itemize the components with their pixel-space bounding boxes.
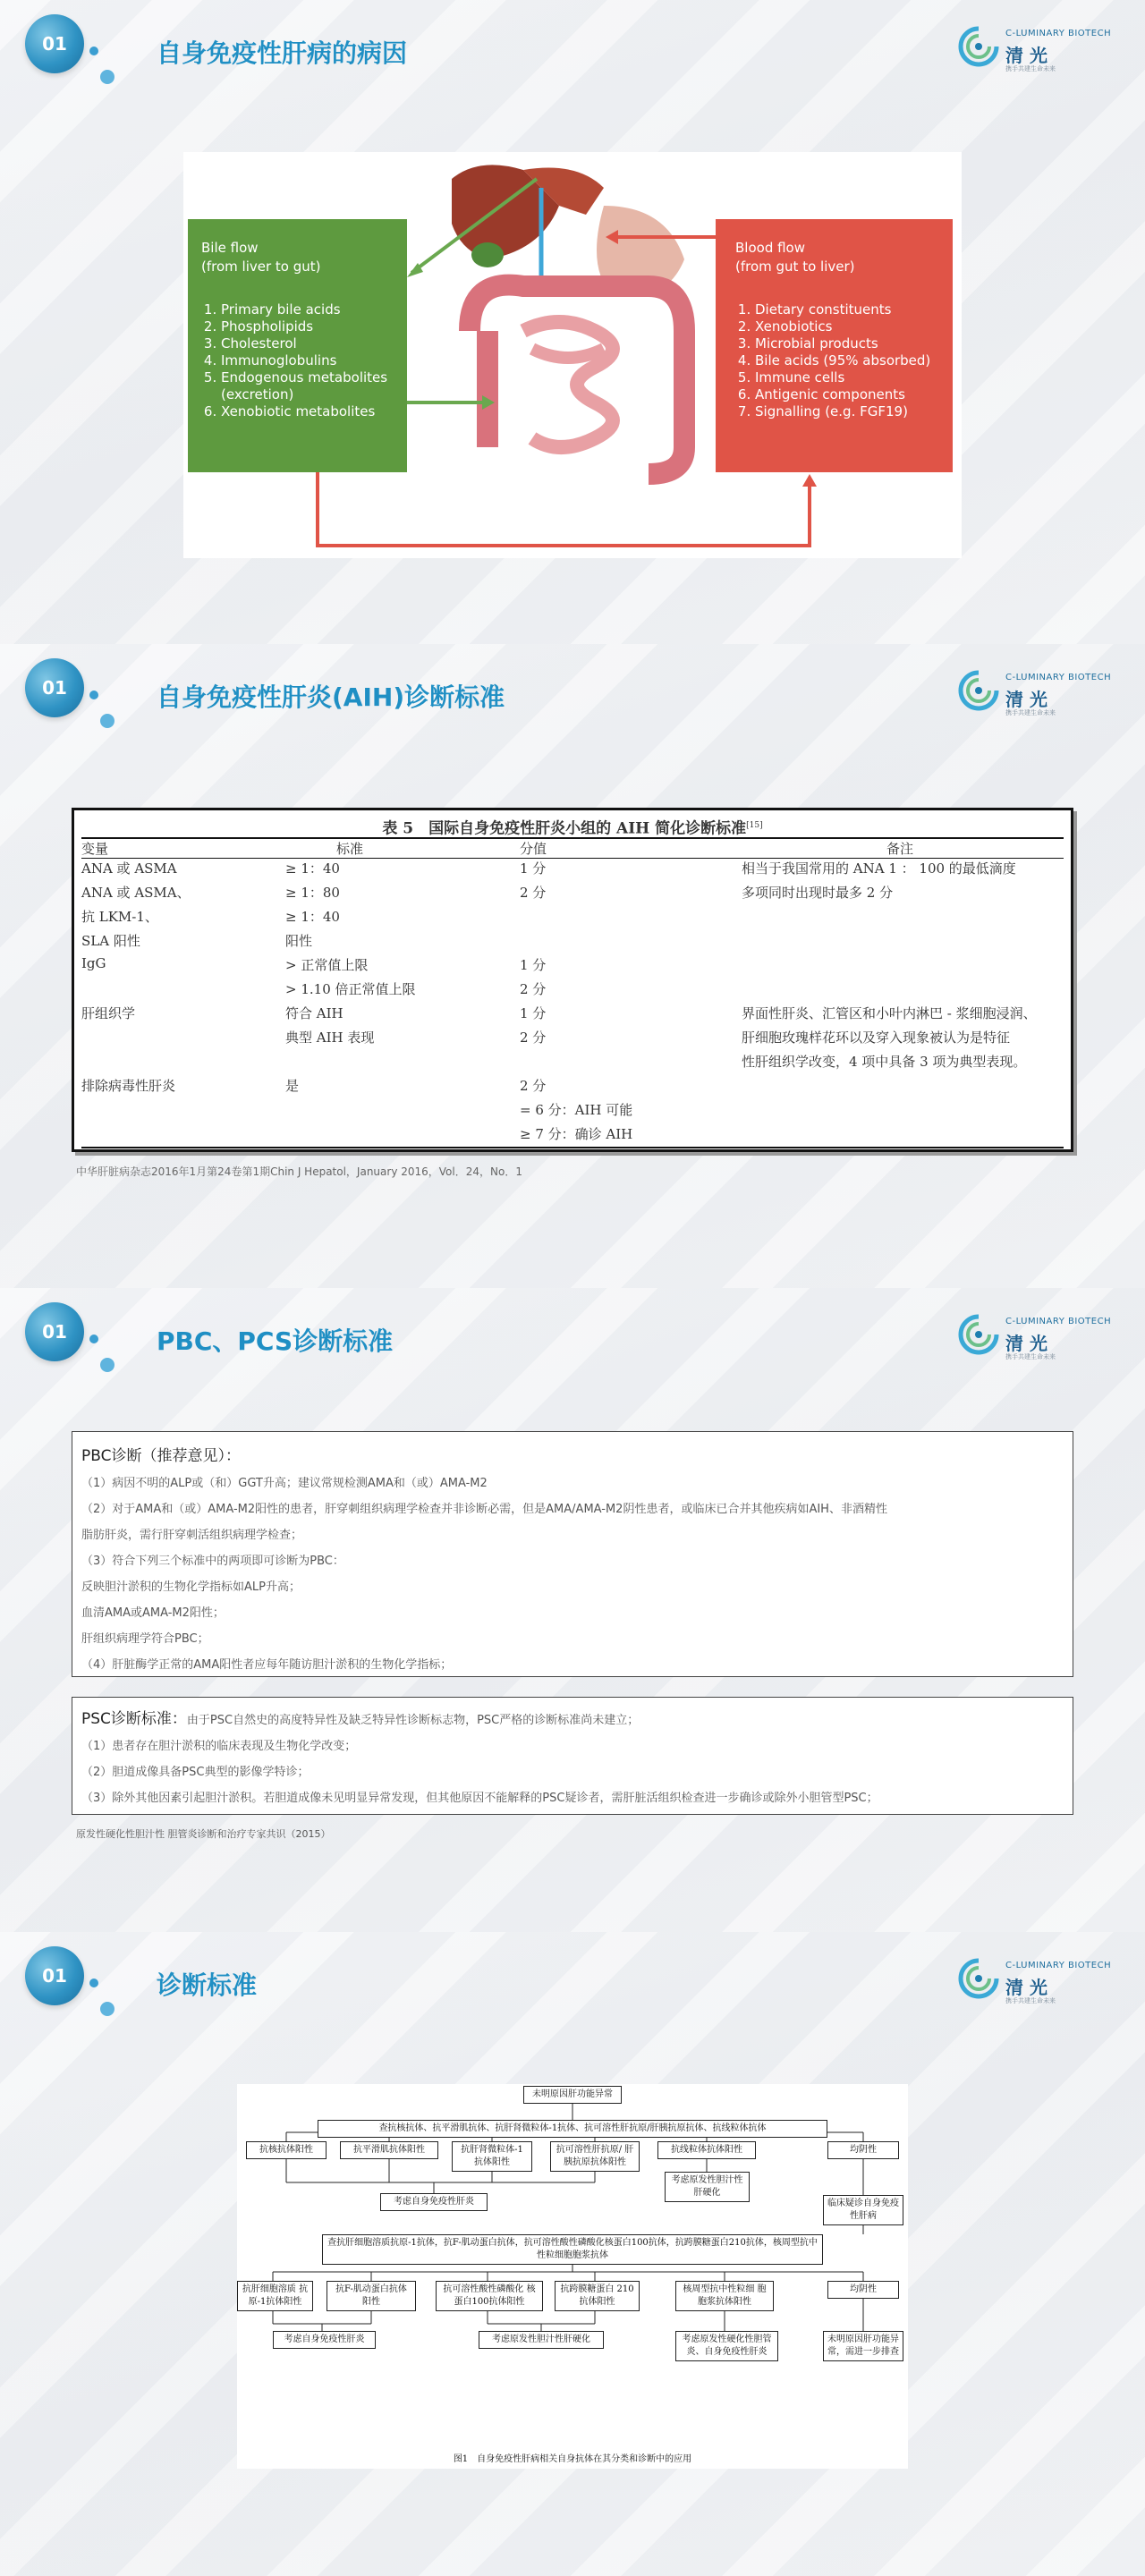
aih-criteria-table <box>72 808 1073 1152</box>
table-cell: 符合 AIH <box>285 1005 344 1021</box>
table-cell: = 6 分：AIH 可能 <box>520 1102 633 1118</box>
table-cell: 2 分 <box>520 1030 547 1046</box>
slide-etiology <box>0 0 1145 644</box>
gut-liver-axis-figure <box>183 152 962 558</box>
table-cell: 2 分 <box>520 1078 547 1094</box>
table-row <box>81 931 1064 955</box>
table-row <box>81 1076 1064 1100</box>
section-badge: 01 <box>25 14 84 73</box>
table-cell: > 1.10 倍正常值上限 <box>285 981 416 997</box>
table-cell: IgG <box>81 955 106 971</box>
logo-icon <box>957 1313 1000 1356</box>
slide-diagnosis-flow <box>0 1932 1145 2576</box>
table-row <box>81 1124 1064 1148</box>
slide-title: 自身免疫性肝病的病因 <box>157 38 408 68</box>
company-logo: C-LUMINARY BIOTECH 清 光 携手共建生命未来 <box>957 1311 1118 1365</box>
table-row <box>81 979 1064 1004</box>
table-row <box>81 1028 1064 1052</box>
slide-pbc-psc <box>0 1288 1145 1932</box>
table-cell: ANA 或 ASMA、 <box>81 885 191 901</box>
table-cell: 抗 LKM-1、 <box>81 909 158 925</box>
table-cell: 是 <box>285 1078 300 1094</box>
company-logo: C-LUMINARY BIOTECH 清 光 携手共建生命未来 <box>957 1955 1118 2009</box>
table-row <box>81 907 1064 931</box>
pbc-title: PBC诊断（推荐意见）： <box>81 1447 241 1465</box>
figure-caption: 图1 自身免疫性肝病相关自身抗体在其分类和诊断中的应用 <box>453 2454 692 2464</box>
logo-icon <box>957 669 1000 712</box>
table-title: 表 5 国际自身免疫性肝炎小组的 AIH 简化诊断标准[15] <box>382 819 763 838</box>
table-cell: 相当于我国常用的 ANA 1 ： 100 的最低滴度 <box>742 860 1016 877</box>
section-badge: 01 <box>25 658 84 717</box>
psc-title: PSC诊断标准： <box>81 1710 187 1728</box>
table-header: 变量 标准 分值 备注 <box>81 837 1064 859</box>
table-cell: 性肝组织学改变，4 项中具备 3 项为典型表现。 <box>742 1054 1027 1070</box>
psc-criteria-box: PSC诊断标准：由于PSC自然史的高度特异性及缺乏特异性诊断标志物，PSC严格的诊断标准尚未建立； （1）患者存在胆汁淤积的临床表现及生物化学改变； （2）胆道成像具备PSC典型的影像学特诊； （3）除外其他因素引起胆汁淤积。若胆道成像未见明显异常发现，但其他原因不能解释的PSC疑诊者，需肝脏活组织检查进一步确诊或除外小胆管型PSC； <box>72 1697 1073 1815</box>
blood-flow-box: Blood flow (from gut to liver) 1. Dietary constituents 2. Xenobiotics 3. Microbial products 4. Bile acids (95% absorbed) 5. Immune cells 6. Antigenic components 7. Signalling (e.g. FGF19) <box>716 219 953 472</box>
slide-title: PBC、PCS诊断标准 <box>157 1326 394 1356</box>
table-row <box>81 883 1064 907</box>
table-cell: 2 分 <box>520 981 547 997</box>
table-cell: 1 分 <box>520 957 547 973</box>
table-row <box>81 955 1064 979</box>
section-badge: 01 <box>25 1302 84 1361</box>
table-body <box>81 859 1064 1148</box>
diagnosis-flowchart: 未明原因肝功能异常 查抗核抗体、抗平滑肌抗体、抗肝肾微粒体-1抗体、抗可溶性肝抗原/肝胰抗原抗体、抗线粒体抗体 抗核抗体阳性 抗平滑肌抗体阳性 抗肝肾微粒体-1 抗体阳性 抗可溶性肝抗原/ 肝胰抗原抗体阳性 抗线粒体抗体阳性 均阴性 考虑自身免疫性肝炎 考虑原发性胆汁性 肝硬化 临床疑诊自身免疫 性肝病 查抗肝细胞溶质抗原-1抗体，抗F-肌动蛋白抗体，抗可溶性酸性磷酸化核蛋白100抗体，抗跨膜糖蛋白210抗体，核周型抗中性粒细胞胞浆抗体 抗肝细胞溶质 抗原-1抗体阳性 抗F-肌动蛋白抗体 阳性 抗可溶性酸性磷酸化 核蛋白100抗体阳性 抗跨膜糖蛋白 210抗体阳性 核周型抗中性粒细 胞胞浆抗体阳性 均阴性 考虑自身免疫性肝炎 考虑原发性胆汁性肝硬化 考虑原发性硬化性胆管 炎、自身免疫性肝炎 未明原因肝功能异 常，需进一步排查 图1 自身免疫性肝病相关自身抗体在其分类和诊断中的应用 <box>237 2084 908 2469</box>
table-cell: 多项同时出现时最多 2 分 <box>742 885 894 901</box>
source-citation: 原发性硬化性胆汁性 胆管炎诊断和治疗专家共识（2015） <box>76 1828 331 1840</box>
table-cell: ≥ 1：40 <box>285 909 340 925</box>
table-cell: 界面性肝炎、汇管区和小叶内淋巴 - 浆细胞浸润、 <box>742 1005 1037 1021</box>
table-row <box>81 859 1064 883</box>
table-cell: ≥ 1：80 <box>285 885 340 901</box>
logo-icon <box>957 25 1000 68</box>
table-cell: 肝细胞玫瑰样花环以及穿入现象被认为是特征 <box>742 1030 1011 1046</box>
table-cell: ≥ 1：40 <box>285 860 340 877</box>
table-cell: SLA 阳性 <box>81 933 140 949</box>
table-cell: 典型 AIH 表现 <box>285 1030 375 1046</box>
pbc-criteria-box: PBC诊断（推荐意见）： （1）病因不明的ALP或（和）GGT升高；建议常规检测AMA和（或）AMA-M2 （2）对于AMA和（或）AMA-M2阳性的患者，肝穿刺组织病理学检查并非诊断必需，但是AMA/AMA-M2阴性患者，或临床已合并其他疾病如AIH、非酒精性 脂肪肝炎，需行肝穿刺活组织病理学检查； （3）符合下列三个标准中的两项即可诊断为PBC： 反映胆汁淤积的生物化学指标如ALP升高； 血清AMA或AMA-M2阳性； 肝组织病理学符合PBC； （4）肝脏酶学正常的AMA阳性者应每年随访胆汁淤积的生物化学指标； <box>72 1431 1073 1677</box>
table-cell: 肝组织学 <box>81 1005 136 1021</box>
table-cell: 1 分 <box>520 860 547 877</box>
slide-title: 诊断标准 <box>157 1970 258 2000</box>
table-cell: > 正常值上限 <box>285 957 369 973</box>
table-row <box>81 1004 1064 1028</box>
table-cell: 1 分 <box>520 1005 547 1021</box>
table-cell: 阳性 <box>285 933 313 949</box>
bile-flow-box: Bile flow (from liver to gut) 1. Primary bile acids 2. Phospholipids 3. Cholesterol 4. Immunoglobulins 5. Endogenous metabolites (excretion) 6. Xenobiotic metabolites <box>188 219 407 472</box>
table-cell: ANA 或 ASMA <box>81 860 177 877</box>
table-row <box>81 1052 1064 1076</box>
table-cell: ≥ 7 分：确诊 AIH <box>520 1126 633 1142</box>
source-citation: 中华肝脏病杂志2016年1月第24卷第1期Chin J Hepatol，January 2016，Vol．24，No．1 <box>76 1165 522 1178</box>
logo-icon <box>957 1957 1000 2000</box>
section-badge: 01 <box>25 1946 84 2005</box>
table-cell: 排除病毒性肝炎 <box>81 1078 176 1094</box>
slide-aih-criteria <box>0 644 1145 1288</box>
slide-title: 自身免疫性肝炎(AIH)诊断标准 <box>157 682 505 712</box>
table-cell: 2 分 <box>520 885 547 901</box>
company-logo: C-LUMINARY BIOTECH 清 光 携手共建生命未来 <box>957 23 1118 77</box>
company-logo: C-LUMINARY BIOTECH 清 光 携手共建生命未来 <box>957 667 1118 721</box>
table-row <box>81 1100 1064 1124</box>
